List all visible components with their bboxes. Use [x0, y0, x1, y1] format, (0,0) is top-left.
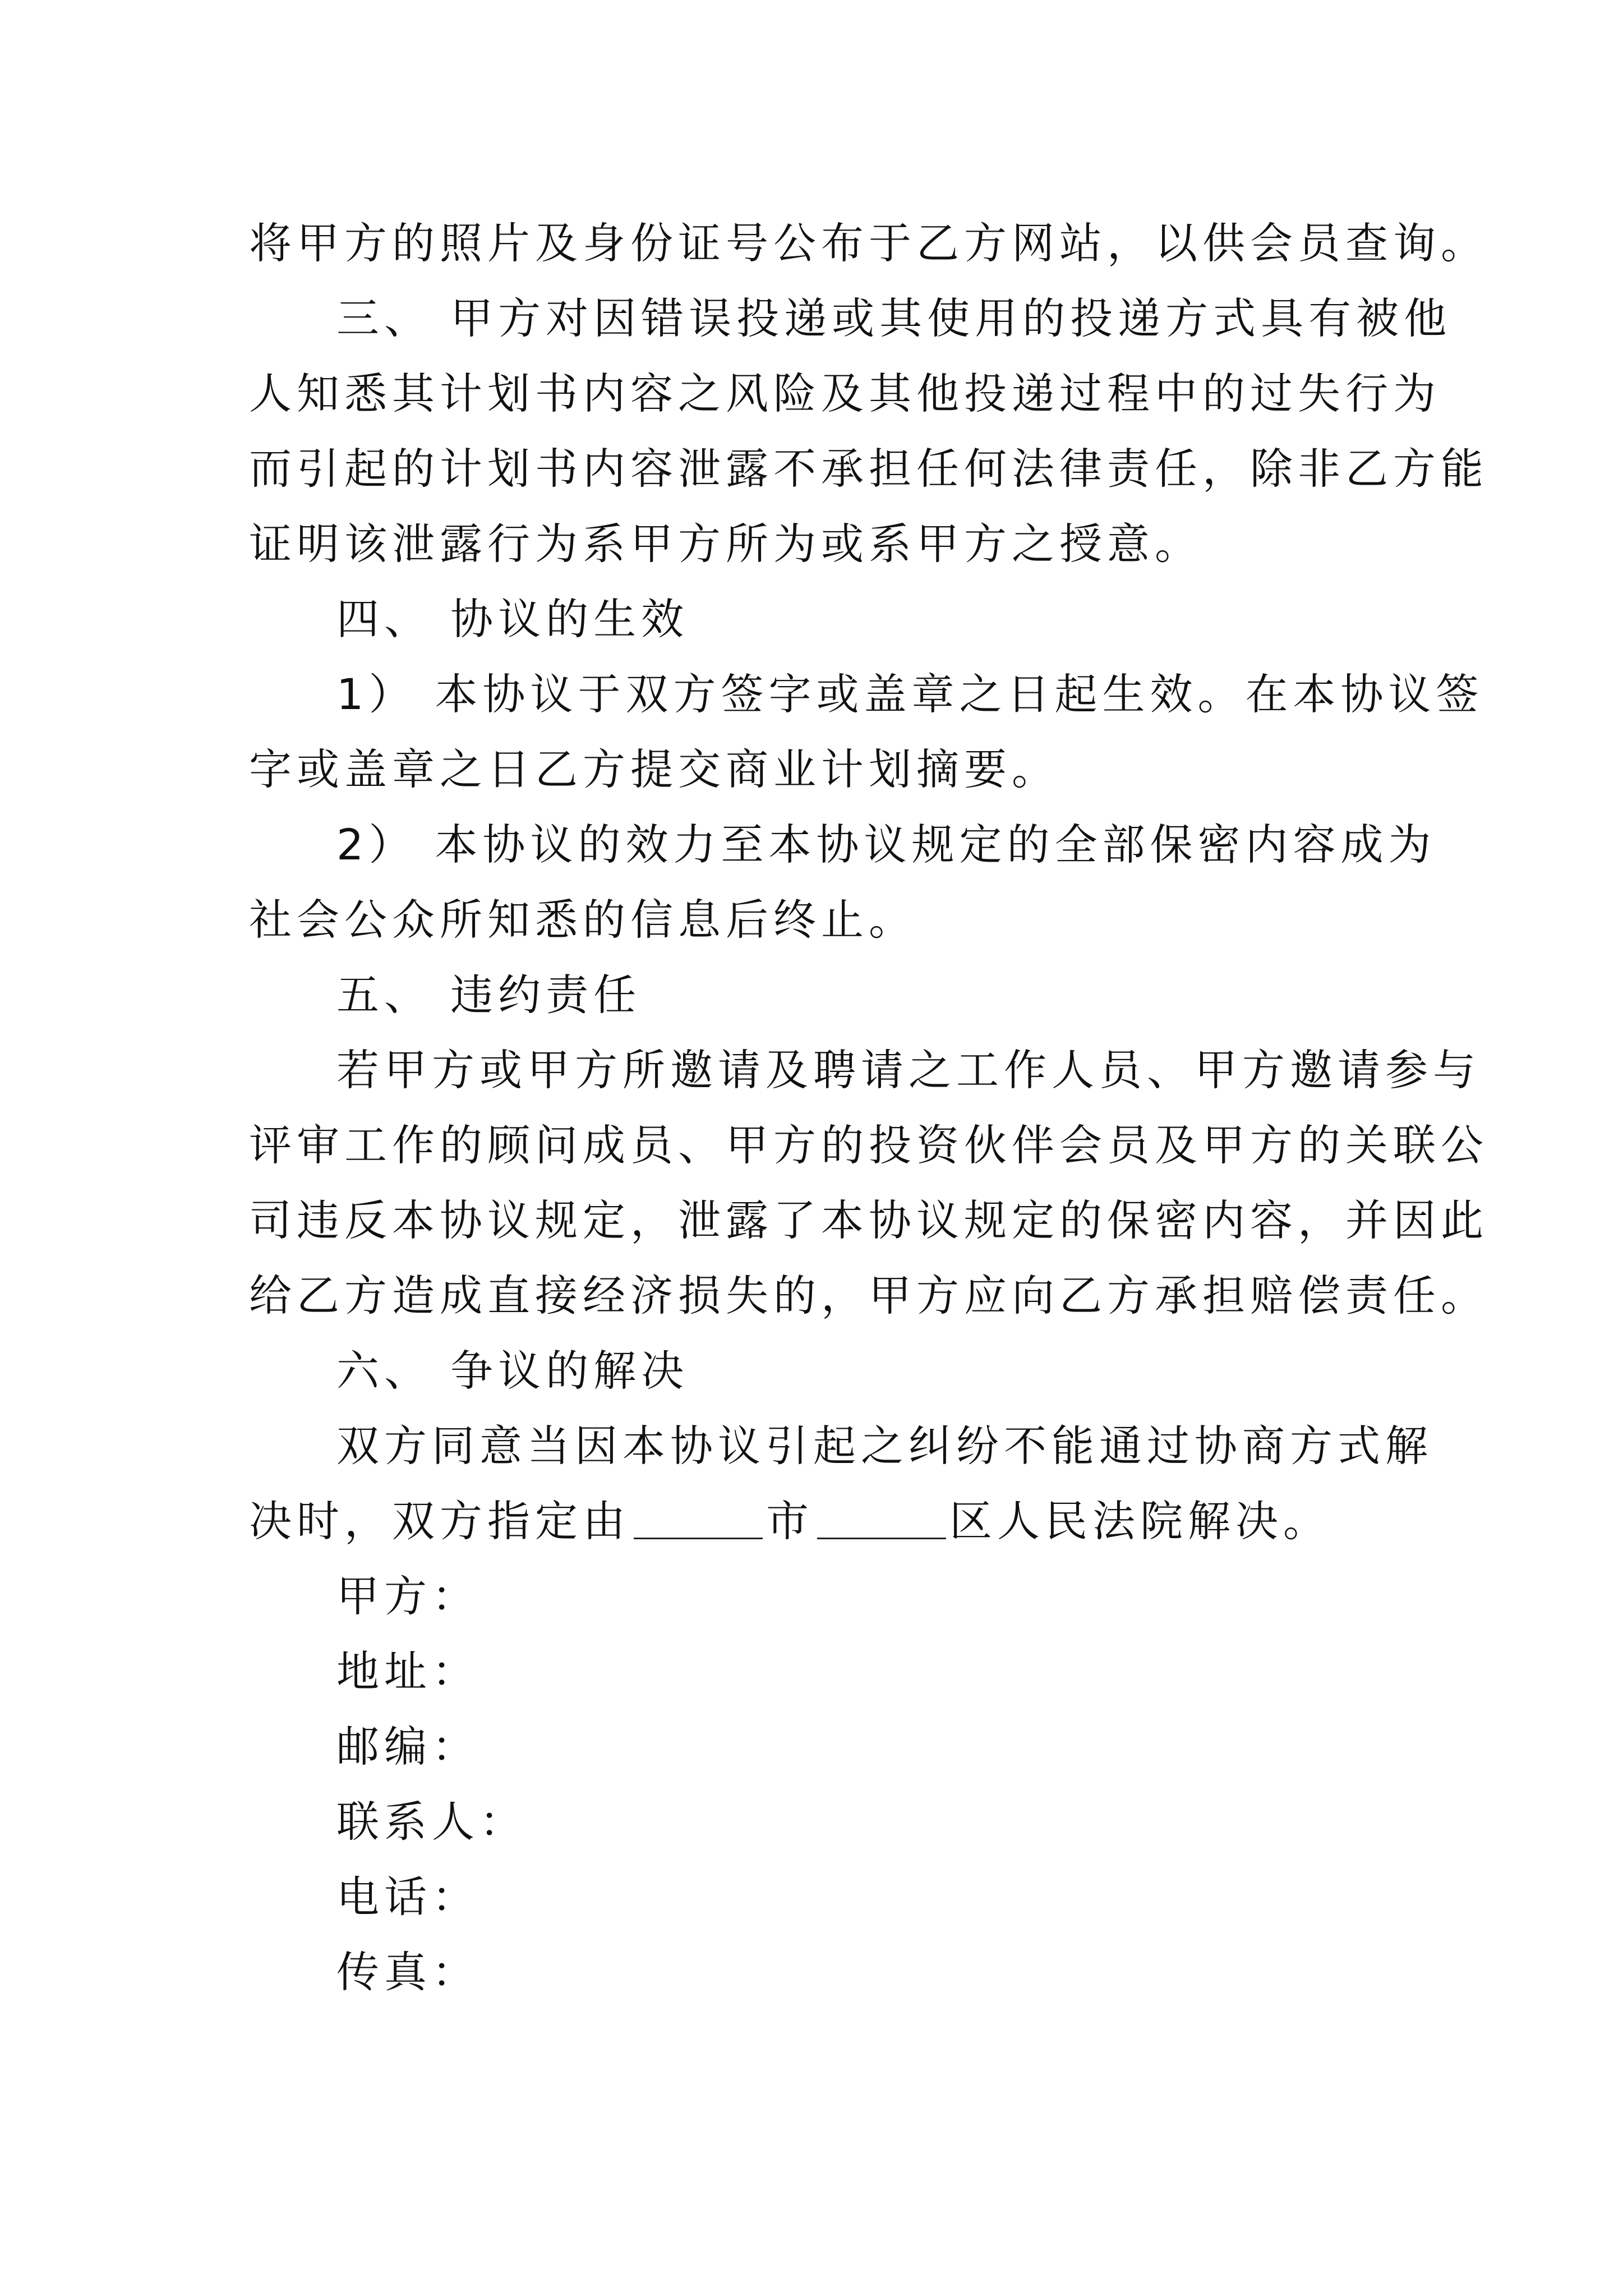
section-three-line: 三、 甲方对因错误投递或其使用的投递方式具有被他 [336, 293, 1452, 343]
court-line-suffix: 区人民法院解决。 [949, 1496, 1331, 1546]
phone-label: 电话： [336, 1872, 479, 1922]
contact-person-label: 联系人： [336, 1797, 527, 1847]
section-four-heading: 四、 协议的生效 [336, 594, 689, 644]
clause-2-line: 2） 本协议的效力至本协议规定的全部保密内容成为 [336, 820, 1436, 869]
text-line: 字或盖章之日乙方提交商业计划摘要。 [249, 744, 1059, 794]
text-line: 给乙方造成直接经济损失的，甲方应向乙方承担赔偿责任。 [249, 1271, 1488, 1320]
dispute-paragraph-line: 双方同意当因本协议引起之纠纷不能通过协商方式解 [336, 1421, 1433, 1471]
postcode-label: 邮编： [336, 1722, 479, 1772]
text-line: 证明该泄露行为系甲方所为或系甲方之授意。 [249, 519, 1202, 569]
text-line: 而引起的计划书内容泄露不承担任何法律责任，除非乙方能 [249, 444, 1488, 494]
section-six-heading: 六、 争议的解决 [336, 1346, 689, 1396]
breach-paragraph-line: 若甲方或甲方所邀请及聘请之工作人员、甲方邀请参与 [336, 1045, 1481, 1095]
court-line-prefix: 决时，双方指定由 [249, 1496, 630, 1546]
city-blank [634, 1493, 763, 1539]
text-line: 司违反本协议规定，泄露了本协议规定的保密内容，并因此 [249, 1195, 1488, 1245]
text-line: 将甲方的照片及身份证号公布于乙方网站，以供会员查询。 [249, 218, 1488, 268]
court-line-middle: 市 [766, 1496, 814, 1546]
party-a-label: 甲方： [336, 1571, 479, 1621]
district-blank [817, 1493, 946, 1539]
clause-1-line: 1） 本协议于双方签字或盖章之日起生效。在本协议签 [336, 669, 1484, 719]
text-line: 社会公众所知悉的信息后终止。 [249, 895, 916, 945]
text-line: 人知悉其计划书内容之风险及其他投递过程中的过失行为 [249, 369, 1441, 418]
text-line: 评审工作的顾问成员、甲方的投资伙伴会员及甲方的关联公 [249, 1120, 1488, 1170]
address-label: 地址： [336, 1646, 479, 1696]
section-five-heading: 五、 违约责任 [336, 970, 642, 1020]
fax-label: 传真： [336, 1947, 479, 1997]
document-body [249, 206, 1488, 2010]
court-line [249, 1484, 1393, 1559]
